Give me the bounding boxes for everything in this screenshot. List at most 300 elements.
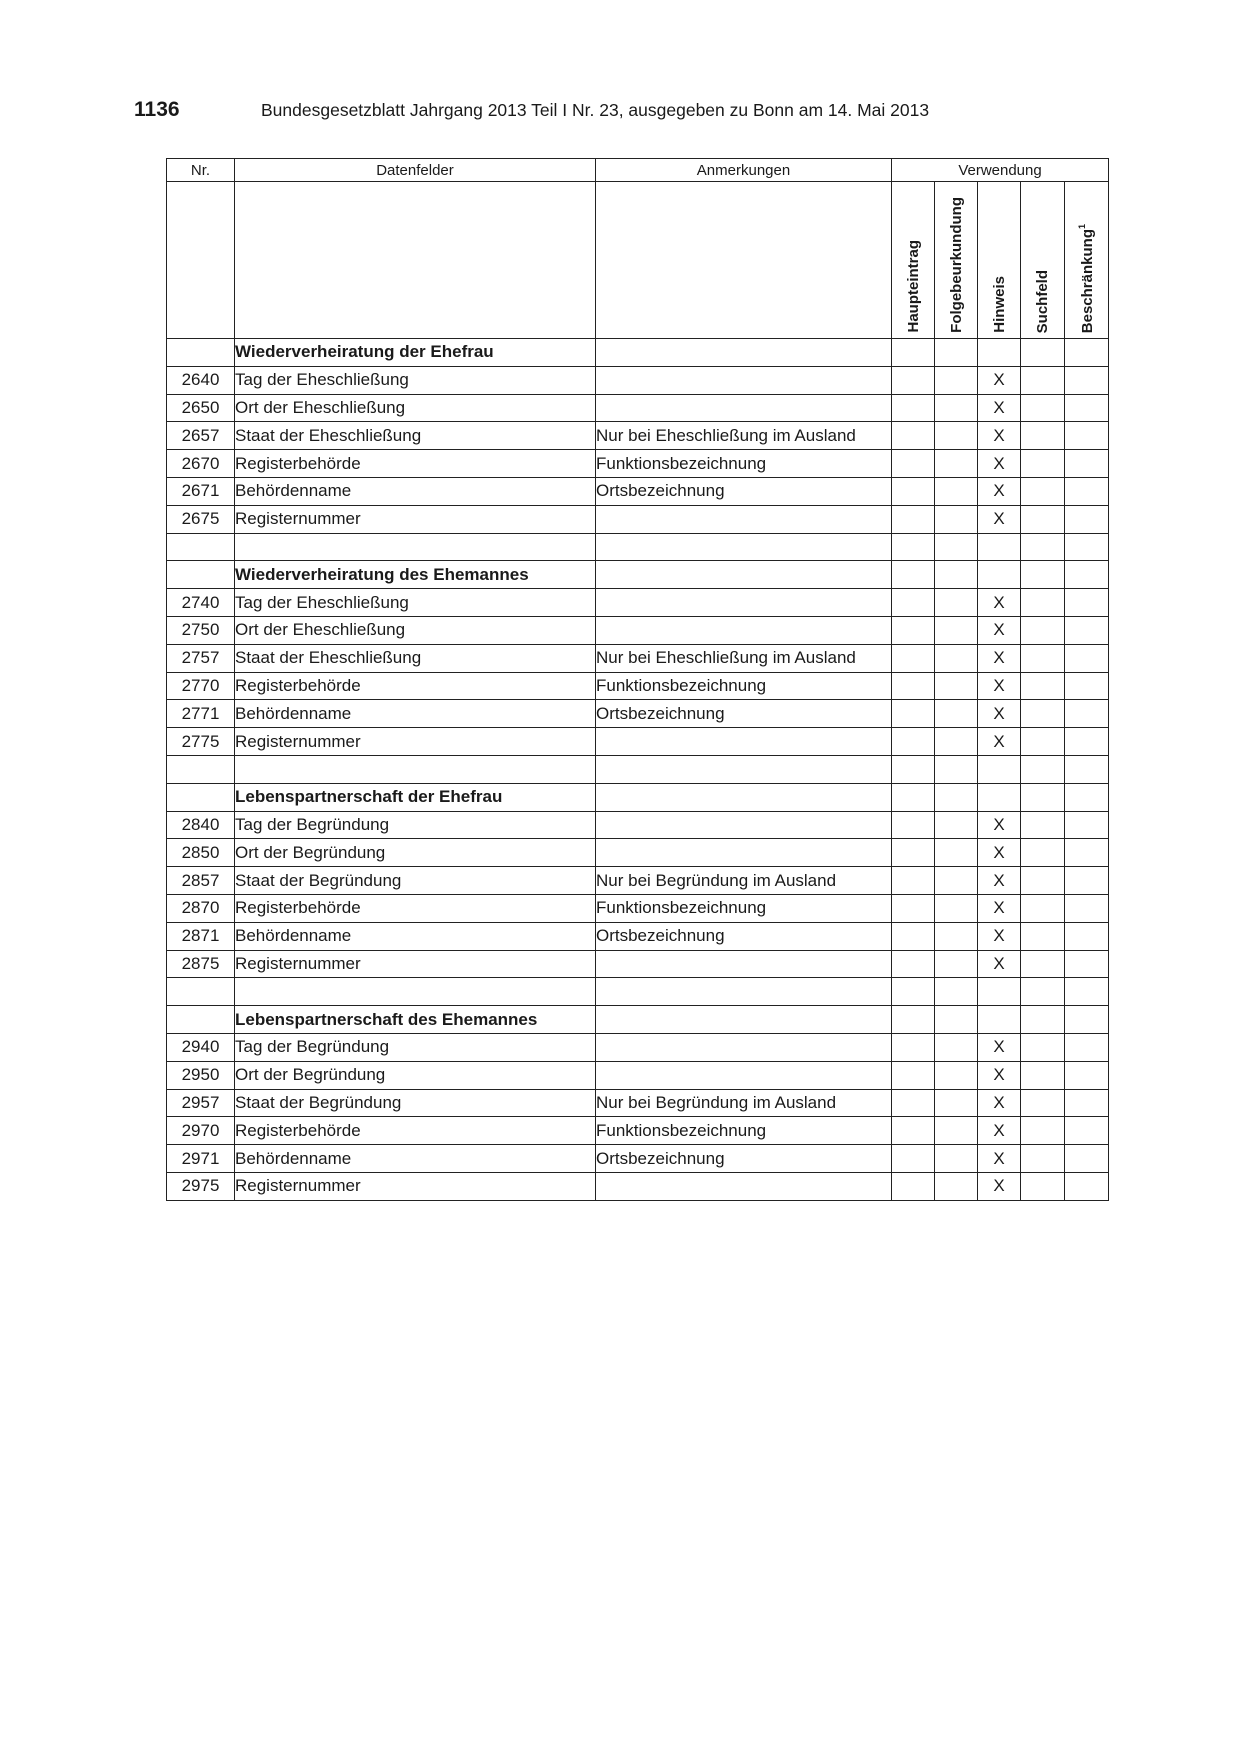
cell-anmerkung — [596, 839, 892, 867]
table-row — [167, 366, 1109, 394]
cell-nr: 2771 — [167, 700, 235, 728]
cell-datenfeld: Tag der Begründung — [235, 1033, 596, 1061]
cell-beschraenkung — [1065, 867, 1109, 895]
cell-suchfeld — [1021, 978, 1065, 1006]
cell-hinweis: X — [978, 894, 1021, 922]
cell-anmerkung — [596, 978, 892, 1006]
cell-anmerkung — [596, 1061, 892, 1089]
cell-folgebeurkundung — [935, 1145, 978, 1173]
cell-datenfeld: Registernummer — [235, 950, 596, 978]
cell-anmerkung — [596, 811, 892, 839]
header-blank-datenfelder — [235, 182, 596, 339]
usage-header-suchfeld — [1021, 182, 1065, 339]
cell-suchfeld — [1021, 533, 1065, 561]
cell-beschraenkung — [1065, 450, 1109, 478]
cell-suchfeld — [1021, 811, 1065, 839]
cell-beschraenkung — [1065, 950, 1109, 978]
cell-suchfeld — [1021, 700, 1065, 728]
cell-datenfeld: Lebenspartnerschaft des Ehemannes — [235, 1006, 596, 1034]
cell-datenfeld: Wiederverheiratung der Ehefrau — [235, 339, 596, 367]
cell-folgebeurkundung — [935, 644, 978, 672]
usage-header-row — [167, 182, 1109, 339]
cell-hinweis: X — [978, 922, 1021, 950]
cell-beschraenkung — [1065, 1172, 1109, 1200]
table-body — [167, 339, 1109, 1201]
cell-nr — [167, 561, 235, 589]
cell-folgebeurkundung — [935, 950, 978, 978]
cell-folgebeurkundung — [935, 1006, 978, 1034]
cell-nr: 2750 — [167, 616, 235, 644]
cell-anmerkung: Ortsbezeichnung — [596, 1145, 892, 1173]
cell-suchfeld — [1021, 1172, 1065, 1200]
cell-haupteintrag — [892, 1117, 935, 1145]
cell-datenfeld: Behördenname — [235, 700, 596, 728]
cell-suchfeld — [1021, 1089, 1065, 1117]
cell-haupteintrag — [892, 950, 935, 978]
table-row — [167, 616, 1109, 644]
cell-folgebeurkundung — [935, 783, 978, 811]
cell-suchfeld — [1021, 339, 1065, 367]
column-header-datenfelder: Datenfelder — [235, 159, 596, 182]
table-row — [167, 894, 1109, 922]
cell-datenfeld: Registernummer — [235, 1172, 596, 1200]
usage-header-folgebeurkundung — [935, 182, 978, 339]
cell-datenfeld: Registerbehörde — [235, 672, 596, 700]
cell-beschraenkung — [1065, 811, 1109, 839]
page-number: 1136 — [134, 98, 180, 121]
cell-nr: 2757 — [167, 644, 235, 672]
cell-beschraenkung — [1065, 422, 1109, 450]
cell-beschraenkung — [1065, 1117, 1109, 1145]
cell-haupteintrag — [892, 505, 935, 533]
cell-beschraenkung — [1065, 1006, 1109, 1034]
table-row — [167, 644, 1109, 672]
cell-haupteintrag — [892, 339, 935, 367]
beschraenkung-label-wrap — [1077, 220, 1096, 333]
cell-hinweis: X — [978, 839, 1021, 867]
usage-header-hinweis — [978, 182, 1021, 339]
cell-beschraenkung — [1065, 339, 1109, 367]
cell-nr: 2657 — [167, 422, 235, 450]
column-header-anmerkungen: Anmerkungen — [596, 159, 892, 182]
cell-hinweis — [978, 755, 1021, 783]
cell-datenfeld: Staat der Eheschließung — [235, 422, 596, 450]
cell-anmerkung — [596, 394, 892, 422]
cell-nr: 2670 — [167, 450, 235, 478]
table-row — [167, 422, 1109, 450]
cell-beschraenkung — [1065, 505, 1109, 533]
cell-anmerkung — [596, 950, 892, 978]
cell-haupteintrag — [892, 1172, 935, 1200]
cell-nr: 2857 — [167, 867, 235, 895]
cell-beschraenkung — [1065, 533, 1109, 561]
section-row — [167, 339, 1109, 367]
cell-datenfeld — [235, 978, 596, 1006]
cell-haupteintrag — [892, 1089, 935, 1117]
cell-beschraenkung — [1065, 589, 1109, 617]
table-row — [167, 867, 1109, 895]
cell-beschraenkung — [1065, 561, 1109, 589]
cell-datenfeld: Behördenname — [235, 477, 596, 505]
cell-beschraenkung — [1065, 700, 1109, 728]
cell-suchfeld — [1021, 1033, 1065, 1061]
table-row — [167, 1172, 1109, 1200]
cell-haupteintrag — [892, 644, 935, 672]
cell-folgebeurkundung — [935, 978, 978, 1006]
cell-folgebeurkundung — [935, 366, 978, 394]
cell-datenfeld: Lebenspartnerschaft der Ehefrau — [235, 783, 596, 811]
cell-haupteintrag — [892, 366, 935, 394]
cell-nr — [167, 1006, 235, 1034]
header-blank-nr — [167, 182, 235, 339]
cell-folgebeurkundung — [935, 1089, 978, 1117]
cell-suchfeld — [1021, 589, 1065, 617]
cell-nr: 2840 — [167, 811, 235, 839]
section-row — [167, 561, 1109, 589]
section-row — [167, 1006, 1109, 1034]
cell-suchfeld — [1021, 1117, 1065, 1145]
cell-suchfeld — [1021, 839, 1065, 867]
cell-anmerkung: Funktionsbezeichnung — [596, 1117, 892, 1145]
cell-folgebeurkundung — [935, 616, 978, 644]
cell-folgebeurkundung — [935, 894, 978, 922]
cell-nr — [167, 755, 235, 783]
cell-haupteintrag — [892, 672, 935, 700]
cell-suchfeld — [1021, 1061, 1065, 1089]
cell-hinweis: X — [978, 950, 1021, 978]
cell-datenfeld: Tag der Begründung — [235, 811, 596, 839]
cell-hinweis: X — [978, 616, 1021, 644]
cell-haupteintrag — [892, 922, 935, 950]
cell-datenfeld: Registerbehörde — [235, 450, 596, 478]
cell-haupteintrag — [892, 839, 935, 867]
cell-suchfeld — [1021, 422, 1065, 450]
cell-anmerkung: Nur bei Begründung im Ausland — [596, 867, 892, 895]
cell-nr: 2975 — [167, 1172, 235, 1200]
cell-datenfeld: Tag der Eheschließung — [235, 366, 596, 394]
cell-hinweis — [978, 1006, 1021, 1034]
table-row — [167, 450, 1109, 478]
table-row — [167, 533, 1109, 561]
cell-haupteintrag — [892, 450, 935, 478]
section-row — [167, 783, 1109, 811]
cell-datenfeld: Staat der Begründung — [235, 867, 596, 895]
cell-haupteintrag — [892, 561, 935, 589]
cell-folgebeurkundung — [935, 1117, 978, 1145]
column-header-verwendung: Verwendung — [892, 159, 1109, 182]
cell-hinweis: X — [978, 589, 1021, 617]
table-row — [167, 1033, 1109, 1061]
cell-nr: 2740 — [167, 589, 235, 617]
cell-hinweis: X — [978, 672, 1021, 700]
table-row — [167, 811, 1109, 839]
table-row — [167, 1117, 1109, 1145]
cell-suchfeld — [1021, 1006, 1065, 1034]
cell-suchfeld — [1021, 894, 1065, 922]
cell-beschraenkung — [1065, 644, 1109, 672]
column-header-nr: Nr. — [167, 159, 235, 182]
cell-anmerkung — [596, 616, 892, 644]
cell-folgebeurkundung — [935, 450, 978, 478]
cell-datenfeld — [235, 755, 596, 783]
cell-suchfeld — [1021, 616, 1065, 644]
cell-nr: 2770 — [167, 672, 235, 700]
cell-folgebeurkundung — [935, 728, 978, 756]
cell-hinweis: X — [978, 1117, 1021, 1145]
cell-hinweis: X — [978, 505, 1021, 533]
suchfeld-label: Suchfeld — [1034, 269, 1051, 333]
cell-haupteintrag — [892, 783, 935, 811]
cell-nr: 2850 — [167, 839, 235, 867]
cell-datenfeld: Ort der Eheschließung — [235, 394, 596, 422]
folgebeurkundung-label: Folgebeurkundung — [947, 197, 965, 333]
table-row — [167, 839, 1109, 867]
cell-haupteintrag — [892, 978, 935, 1006]
cell-anmerkung — [596, 589, 892, 617]
cell-suchfeld — [1021, 922, 1065, 950]
cell-anmerkung: Nur bei Eheschließung im Ausland — [596, 644, 892, 672]
cell-anmerkung — [596, 505, 892, 533]
cell-nr: 2950 — [167, 1061, 235, 1089]
cell-hinweis: X — [978, 1145, 1021, 1173]
cell-beschraenkung — [1065, 922, 1109, 950]
cell-suchfeld — [1021, 755, 1065, 783]
cell-hinweis: X — [978, 1172, 1021, 1200]
cell-hinweis: X — [978, 477, 1021, 505]
cell-datenfeld: Tag der Eheschließung — [235, 589, 596, 617]
cell-haupteintrag — [892, 1061, 935, 1089]
cell-nr: 2970 — [167, 1117, 235, 1145]
cell-haupteintrag — [892, 894, 935, 922]
beschraenkung-label: Beschränkung — [1079, 228, 1097, 333]
cell-datenfeld — [235, 533, 596, 561]
table-row — [167, 755, 1109, 783]
page-header — [134, 98, 1114, 128]
cell-anmerkung: Ortsbezeichnung — [596, 700, 892, 728]
table-row — [167, 700, 1109, 728]
cell-haupteintrag — [892, 394, 935, 422]
cell-hinweis: X — [978, 811, 1021, 839]
cell-nr: 2871 — [167, 922, 235, 950]
cell-nr: 2775 — [167, 728, 235, 756]
cell-haupteintrag — [892, 1033, 935, 1061]
cell-beschraenkung — [1065, 978, 1109, 1006]
usage-header-haupteintrag — [892, 182, 935, 339]
cell-folgebeurkundung — [935, 422, 978, 450]
cell-anmerkung: Nur bei Begründung im Ausland — [596, 1089, 892, 1117]
cell-anmerkung — [596, 561, 892, 589]
cell-folgebeurkundung — [935, 477, 978, 505]
cell-beschraenkung — [1065, 894, 1109, 922]
cell-haupteintrag — [892, 1006, 935, 1034]
cell-anmerkung: Funktionsbezeichnung — [596, 672, 892, 700]
cell-hinweis: X — [978, 422, 1021, 450]
cell-anmerkung: Funktionsbezeichnung — [596, 894, 892, 922]
cell-haupteintrag — [892, 811, 935, 839]
cell-nr: 2957 — [167, 1089, 235, 1117]
cell-nr: 2675 — [167, 505, 235, 533]
cell-folgebeurkundung — [935, 1061, 978, 1089]
beschraenkung-footnote: 1 — [1077, 223, 1088, 229]
cell-datenfeld: Staat der Begründung — [235, 1089, 596, 1117]
table-row — [167, 922, 1109, 950]
cell-suchfeld — [1021, 505, 1065, 533]
cell-beschraenkung — [1065, 394, 1109, 422]
cell-haupteintrag — [892, 700, 935, 728]
cell-beschraenkung — [1065, 1061, 1109, 1089]
cell-suchfeld — [1021, 728, 1065, 756]
cell-nr — [167, 783, 235, 811]
cell-nr: 2640 — [167, 366, 235, 394]
cell-beschraenkung — [1065, 1145, 1109, 1173]
cell-suchfeld — [1021, 477, 1065, 505]
cell-haupteintrag — [892, 755, 935, 783]
cell-haupteintrag — [892, 477, 935, 505]
table-row — [167, 950, 1109, 978]
cell-datenfeld: Registerbehörde — [235, 1117, 596, 1145]
cell-haupteintrag — [892, 589, 935, 617]
cell-hinweis: X — [978, 366, 1021, 394]
cell-haupteintrag — [892, 616, 935, 644]
cell-hinweis: X — [978, 1033, 1021, 1061]
cell-anmerkung: Ortsbezeichnung — [596, 922, 892, 950]
table-row — [167, 1061, 1109, 1089]
cell-datenfeld: Behördenname — [235, 1145, 596, 1173]
cell-folgebeurkundung — [935, 922, 978, 950]
cell-hinweis — [978, 533, 1021, 561]
hinweis-label: Hinweis — [990, 276, 1008, 333]
cell-folgebeurkundung — [935, 1033, 978, 1061]
cell-folgebeurkundung — [935, 505, 978, 533]
cell-haupteintrag — [892, 728, 935, 756]
cell-datenfeld: Ort der Begründung — [235, 1061, 596, 1089]
haupteintrag-label: Haupteintrag — [904, 240, 922, 333]
cell-hinweis: X — [978, 450, 1021, 478]
cell-datenfeld: Registernummer — [235, 728, 596, 756]
cell-suchfeld — [1021, 672, 1065, 700]
cell-datenfeld: Wiederverheiratung des Ehemannes — [235, 561, 596, 589]
cell-beschraenkung — [1065, 728, 1109, 756]
cell-anmerkung: Nur bei Eheschließung im Ausland — [596, 422, 892, 450]
cell-anmerkung — [596, 533, 892, 561]
table-row — [167, 728, 1109, 756]
cell-hinweis: X — [978, 867, 1021, 895]
cell-beschraenkung — [1065, 366, 1109, 394]
cell-folgebeurkundung — [935, 672, 978, 700]
cell-hinweis — [978, 339, 1021, 367]
cell-beschraenkung — [1065, 783, 1109, 811]
cell-nr — [167, 978, 235, 1006]
cell-folgebeurkundung — [935, 811, 978, 839]
cell-folgebeurkundung — [935, 839, 978, 867]
cell-hinweis: X — [978, 644, 1021, 672]
cell-folgebeurkundung — [935, 755, 978, 783]
cell-hinweis: X — [978, 728, 1021, 756]
cell-hinweis: X — [978, 1089, 1021, 1117]
cell-suchfeld — [1021, 783, 1065, 811]
cell-datenfeld: Registerbehörde — [235, 894, 596, 922]
cell-folgebeurkundung — [935, 394, 978, 422]
cell-datenfeld: Ort der Eheschließung — [235, 616, 596, 644]
cell-haupteintrag — [892, 533, 935, 561]
header-blank-anmerkungen — [596, 182, 892, 339]
cell-haupteintrag — [892, 867, 935, 895]
table-row — [167, 1089, 1109, 1117]
cell-nr: 2971 — [167, 1145, 235, 1173]
cell-nr: 2650 — [167, 394, 235, 422]
cell-beschraenkung — [1065, 1033, 1109, 1061]
cell-datenfeld: Staat der Eheschließung — [235, 644, 596, 672]
cell-suchfeld — [1021, 561, 1065, 589]
cell-anmerkung: Funktionsbezeichnung — [596, 450, 892, 478]
cell-anmerkung — [596, 728, 892, 756]
cell-folgebeurkundung — [935, 589, 978, 617]
cell-beschraenkung — [1065, 477, 1109, 505]
table-row — [167, 978, 1109, 1006]
publication-line: Bundesgesetzblatt Jahrgang 2013 Teil I Nr. 23, ausgegeben zu Bonn am 14. Mai 2013 — [261, 100, 930, 120]
cell-folgebeurkundung — [935, 533, 978, 561]
usage-header-beschraenkung — [1065, 182, 1109, 339]
table-row — [167, 1145, 1109, 1173]
cell-hinweis: X — [978, 394, 1021, 422]
cell-beschraenkung — [1065, 1089, 1109, 1117]
cell-beschraenkung — [1065, 755, 1109, 783]
cell-beschraenkung — [1065, 839, 1109, 867]
cell-anmerkung — [596, 1033, 892, 1061]
table-row — [167, 477, 1109, 505]
cell-anmerkung — [596, 366, 892, 394]
cell-anmerkung — [596, 1172, 892, 1200]
cell-nr — [167, 533, 235, 561]
cell-anmerkung — [596, 1006, 892, 1034]
table-row — [167, 589, 1109, 617]
cell-suchfeld — [1021, 450, 1065, 478]
cell-haupteintrag — [892, 1145, 935, 1173]
cell-hinweis: X — [978, 700, 1021, 728]
cell-nr: 2671 — [167, 477, 235, 505]
cell-suchfeld — [1021, 950, 1065, 978]
cell-anmerkung — [596, 783, 892, 811]
cell-datenfeld: Ort der Begründung — [235, 839, 596, 867]
cell-suchfeld — [1021, 394, 1065, 422]
cell-anmerkung — [596, 755, 892, 783]
cell-suchfeld — [1021, 644, 1065, 672]
cell-hinweis — [978, 783, 1021, 811]
table-row — [167, 672, 1109, 700]
cell-folgebeurkundung — [935, 700, 978, 728]
cell-suchfeld — [1021, 867, 1065, 895]
cell-hinweis — [978, 561, 1021, 589]
cell-folgebeurkundung — [935, 561, 978, 589]
cell-beschraenkung — [1065, 672, 1109, 700]
cell-anmerkung: Ortsbezeichnung — [596, 477, 892, 505]
header-row — [167, 159, 1109, 182]
cell-nr: 2875 — [167, 950, 235, 978]
cell-suchfeld — [1021, 1145, 1065, 1173]
cell-datenfeld: Registernummer — [235, 505, 596, 533]
cell-suchfeld — [1021, 366, 1065, 394]
cell-nr: 2870 — [167, 894, 235, 922]
table-row — [167, 505, 1109, 533]
cell-folgebeurkundung — [935, 867, 978, 895]
cell-folgebeurkundung — [935, 1172, 978, 1200]
cell-anmerkung — [596, 339, 892, 367]
cell-nr: 2940 — [167, 1033, 235, 1061]
cell-datenfeld: Behördenname — [235, 922, 596, 950]
data-fields-table — [166, 158, 1109, 1201]
cell-beschraenkung — [1065, 616, 1109, 644]
cell-nr — [167, 339, 235, 367]
